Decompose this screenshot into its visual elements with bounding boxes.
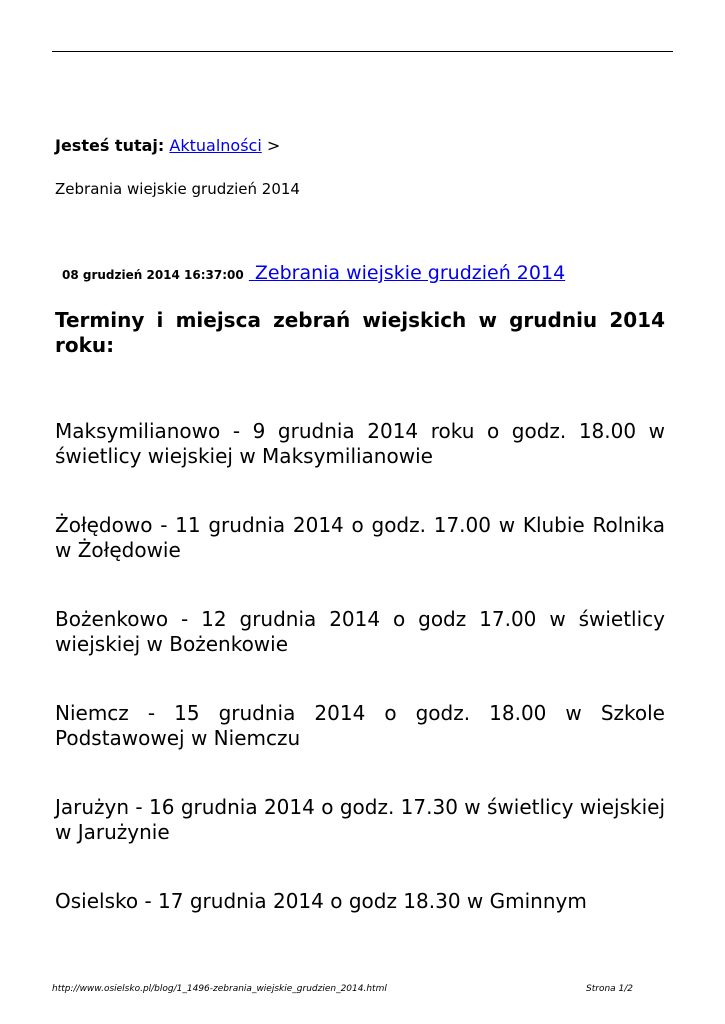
post-header — [62, 262, 565, 284]
paragraph-zoledowo: Żołędowo - 11 grudnia 2014 o godz. 17.00 w Klubie Rolnika w Żołędowie — [55, 513, 665, 562]
paragraph-maksymilianowo: Maksymilianowo - 9 grudnia 2014 roku o godz. 18.00 w świetlicy wiejskiej w Maksymilianowie — [55, 419, 665, 468]
breadcrumb-label: Jesteś tutaj: — [55, 136, 165, 155]
paragraph-bozenkowo: Bożenkowo - 12 grudnia 2014 o godz 17.00 w świetlicy wiejskiej w Bożenkowie — [55, 607, 665, 656]
breadcrumb-separator: > — [266, 136, 281, 155]
post-date: 08 grudzień 2014 16:37:00 — [62, 268, 244, 282]
breadcrumb — [55, 136, 280, 156]
paragraph-niemcz: Niemcz - 15 grudnia 2014 o godz. 18.00 w Szkole Podstawowej w Niemczu — [55, 701, 665, 750]
post-heading: Terminy i miejsca zebrań wiejskich w grudniu 2014 roku: — [55, 308, 665, 357]
paragraph-osielsko: Osielsko - 17 grudnia 2014 o godz 18.30 w Gminnym — [55, 889, 587, 913]
post-content — [55, 308, 665, 913]
footer-page-number: Strona 1/2 — [586, 984, 634, 994]
header-divider — [52, 51, 673, 52]
breadcrumb-link-aktualnosci[interactable]: Aktualności — [169, 136, 262, 155]
footer-url: http://www.osielsko.pl/blog/1_1496-zebrania_wiejskie_grudzien_2014.html — [52, 984, 387, 994]
paragraph-jaruzyn: Jarużyn - 16 grudnia 2014 o godz. 17.30 w świetlicy wiejskiej w Jarużynie — [55, 795, 665, 844]
breadcrumb-current-page: Zebrania wiejskie grudzień 2014 — [55, 180, 300, 198]
post-title-link[interactable]: Zebrania wiejskie grudzień 2014 — [254, 262, 566, 284]
